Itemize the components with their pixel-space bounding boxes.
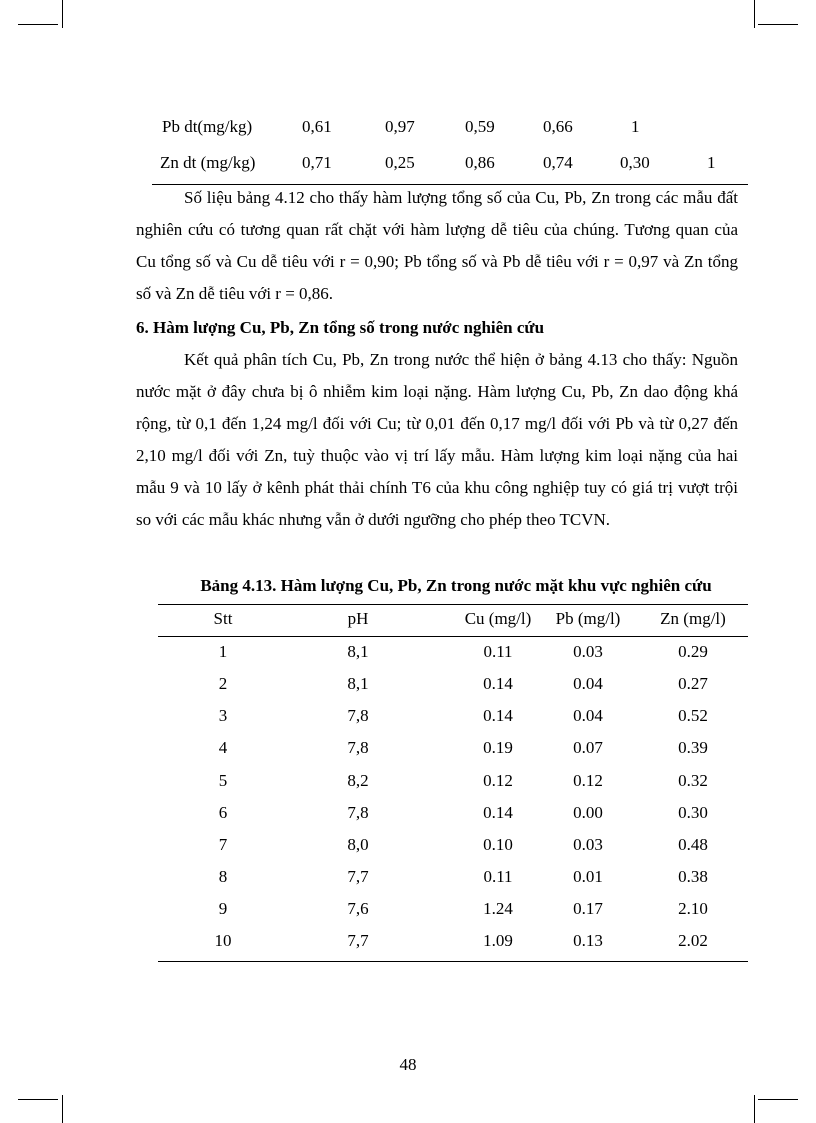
cell-pb: 0.03 (573, 835, 603, 854)
cell-zn: 0.48 (678, 835, 708, 854)
table-cell: 0,86 (465, 153, 495, 172)
cell-pb: 0.04 (573, 706, 603, 725)
cell-zn: 0.29 (678, 642, 708, 661)
section-heading: 6. Hàm lượng Cu, Pb, Zn tổng số trong nước nghiên cứu (136, 318, 545, 337)
continued-table-row (0, 112, 816, 142)
cell-ph: 7,8 (347, 738, 369, 757)
cell-cu: 0.14 (483, 674, 513, 693)
cell-pb: 0.17 (573, 899, 603, 918)
cell-stt: 4 (218, 738, 228, 757)
table-row (158, 925, 748, 957)
table-row (158, 765, 748, 797)
page-number: 48 (399, 1055, 417, 1074)
cell-pb: 0.12 (573, 771, 603, 790)
cell-pb: 0.04 (573, 674, 603, 693)
table-bottom-rule (158, 961, 748, 962)
row-label: Pb dt(mg/kg) (162, 117, 253, 136)
table-row (158, 861, 748, 893)
crop-mark-top-left-v (62, 0, 63, 28)
cell-cu: 0.14 (483, 803, 513, 822)
cell-stt: 7 (218, 835, 228, 854)
table-caption: Bảng 4.13. Hàm lượng Cu, Pb, Zn trong nước mặt khu vực nghiên cứu (200, 576, 712, 595)
cell-pb: 0.03 (573, 642, 603, 661)
table-row (158, 700, 748, 732)
cell-ph: 8,1 (347, 642, 369, 661)
cell-ph: 8,0 (347, 835, 369, 854)
cell-pb: 0.07 (573, 738, 603, 757)
cell-ph: 7,7 (347, 931, 369, 950)
cell-stt: 9 (218, 899, 228, 918)
table-cell: 0,25 (385, 153, 415, 172)
column-header-pb: Pb (mg/l) (555, 609, 621, 628)
cell-stt: 1 (218, 642, 228, 661)
table-cell: 0,66 (543, 117, 573, 136)
crop-mark-bottom-right-h (758, 1099, 798, 1100)
cell-stt: 5 (218, 771, 228, 790)
cell-stt: 6 (218, 803, 228, 822)
cell-zn: 0.30 (678, 803, 708, 822)
cell-cu: 0.14 (483, 706, 513, 725)
column-header-ph: pH (347, 609, 369, 628)
cell-zn: 0.38 (678, 867, 708, 886)
cell-zn: 0.52 (678, 706, 708, 725)
cell-cu: 0.19 (483, 738, 513, 757)
cell-pb: 0.01 (573, 867, 603, 886)
table-row (158, 797, 748, 829)
paragraph-water-results: Kết quả phân tích Cu, Pb, Zn trong nước thể hiện ở bảng 4.13 cho thấy: Nguồn nước mặt ở đây chưa bị ô nhiễm kim loại nặng. Hàm lượng Cu, Pb, Zn dao động khá rộng, từ 0,1 đến 1,24 mg/l đối với Cu; từ 0,01 đến 0,17 mg/l đối với Pb và từ 0,27 đến 2,10 mg/l đối với Zn, tuỳ thuộc vào vị trí lấy mẫu. Hàm lượng kim loại nặng của hai mẫu 9 và 10 lấy ở kênh phát thải chính T6 của khu công nghiệp tuy có giá trị vượt trội so với các mẫu khác nhưng vẫn ở dưới ngưỡng cho phép theo TCVN. (136, 350, 738, 529)
cell-cu: 0.10 (483, 835, 513, 854)
cell-ph: 7,7 (347, 867, 369, 886)
cell-stt: 2 (218, 674, 228, 693)
cell-zn: 2.10 (678, 899, 708, 918)
cell-cu: 0.11 (483, 867, 513, 886)
cell-ph: 8,2 (347, 771, 369, 790)
cell-ph: 7,6 (347, 899, 369, 918)
table-cell: 1 (707, 153, 716, 172)
crop-mark-top-right-h (758, 24, 798, 25)
table-cell: 0,30 (620, 153, 650, 172)
table-row (158, 668, 748, 700)
cell-ph: 7,8 (347, 706, 369, 725)
cell-ph: 8,1 (347, 674, 369, 693)
table-cell: 1 (631, 117, 640, 136)
cell-zn: 0.39 (678, 738, 708, 757)
cell-cu: 1.24 (483, 899, 513, 918)
column-header-stt: Stt (213, 609, 233, 628)
table-cell: 0,71 (302, 153, 332, 172)
cell-cu: 0.12 (483, 771, 513, 790)
cell-ph: 7,8 (347, 803, 369, 822)
paragraph-correlation: Số liệu bảng 4.12 cho thấy hàm lượng tổng số của Cu, Pb, Zn trong các mẫu đất nghiên cứu có tương quan rất chặt với hàm lượng dễ tiêu của chúng. Tương quan của Cu tổng số và Cu dễ tiêu với r = 0,90; Pb tổng số và Pb dễ tiêu với r = 0,97 và Zn tổng số và Zn dễ tiêu với r = 0,86. (136, 188, 738, 303)
row-label: Zn dt (mg/kg) (160, 153, 256, 172)
crop-mark-bottom-left-h (18, 1099, 58, 1100)
table-cell: 0,61 (302, 117, 332, 136)
table-cell: 0,74 (543, 153, 573, 172)
table-row (158, 732, 748, 764)
table-row (158, 636, 748, 668)
cell-pb: 0.13 (573, 931, 603, 950)
crop-mark-top-right-v (754, 0, 755, 28)
cell-zn: 2.02 (678, 931, 708, 950)
column-header-zn: Zn (mg/l) (660, 609, 726, 628)
cell-zn: 0.32 (678, 771, 708, 790)
crop-mark-bottom-right-v (754, 1095, 755, 1123)
table-row (158, 829, 748, 861)
cell-pb: 0.00 (573, 803, 603, 822)
table-header-row (158, 603, 748, 635)
crop-mark-top-left-h (18, 24, 58, 25)
table-cell: 0,59 (465, 117, 495, 136)
cell-zn: 0.27 (678, 674, 708, 693)
cell-stt: 10 (214, 931, 232, 950)
table-cell: 0,97 (385, 117, 415, 136)
cell-cu: 1.09 (483, 931, 513, 950)
cell-stt: 8 (218, 867, 228, 886)
cell-stt: 3 (218, 706, 228, 725)
continued-table-row (0, 148, 816, 178)
column-header-cu: Cu (mg/l) (464, 609, 532, 628)
cell-cu: 0.11 (483, 642, 513, 661)
table-row (158, 893, 748, 925)
crop-mark-bottom-left-v (62, 1095, 63, 1123)
